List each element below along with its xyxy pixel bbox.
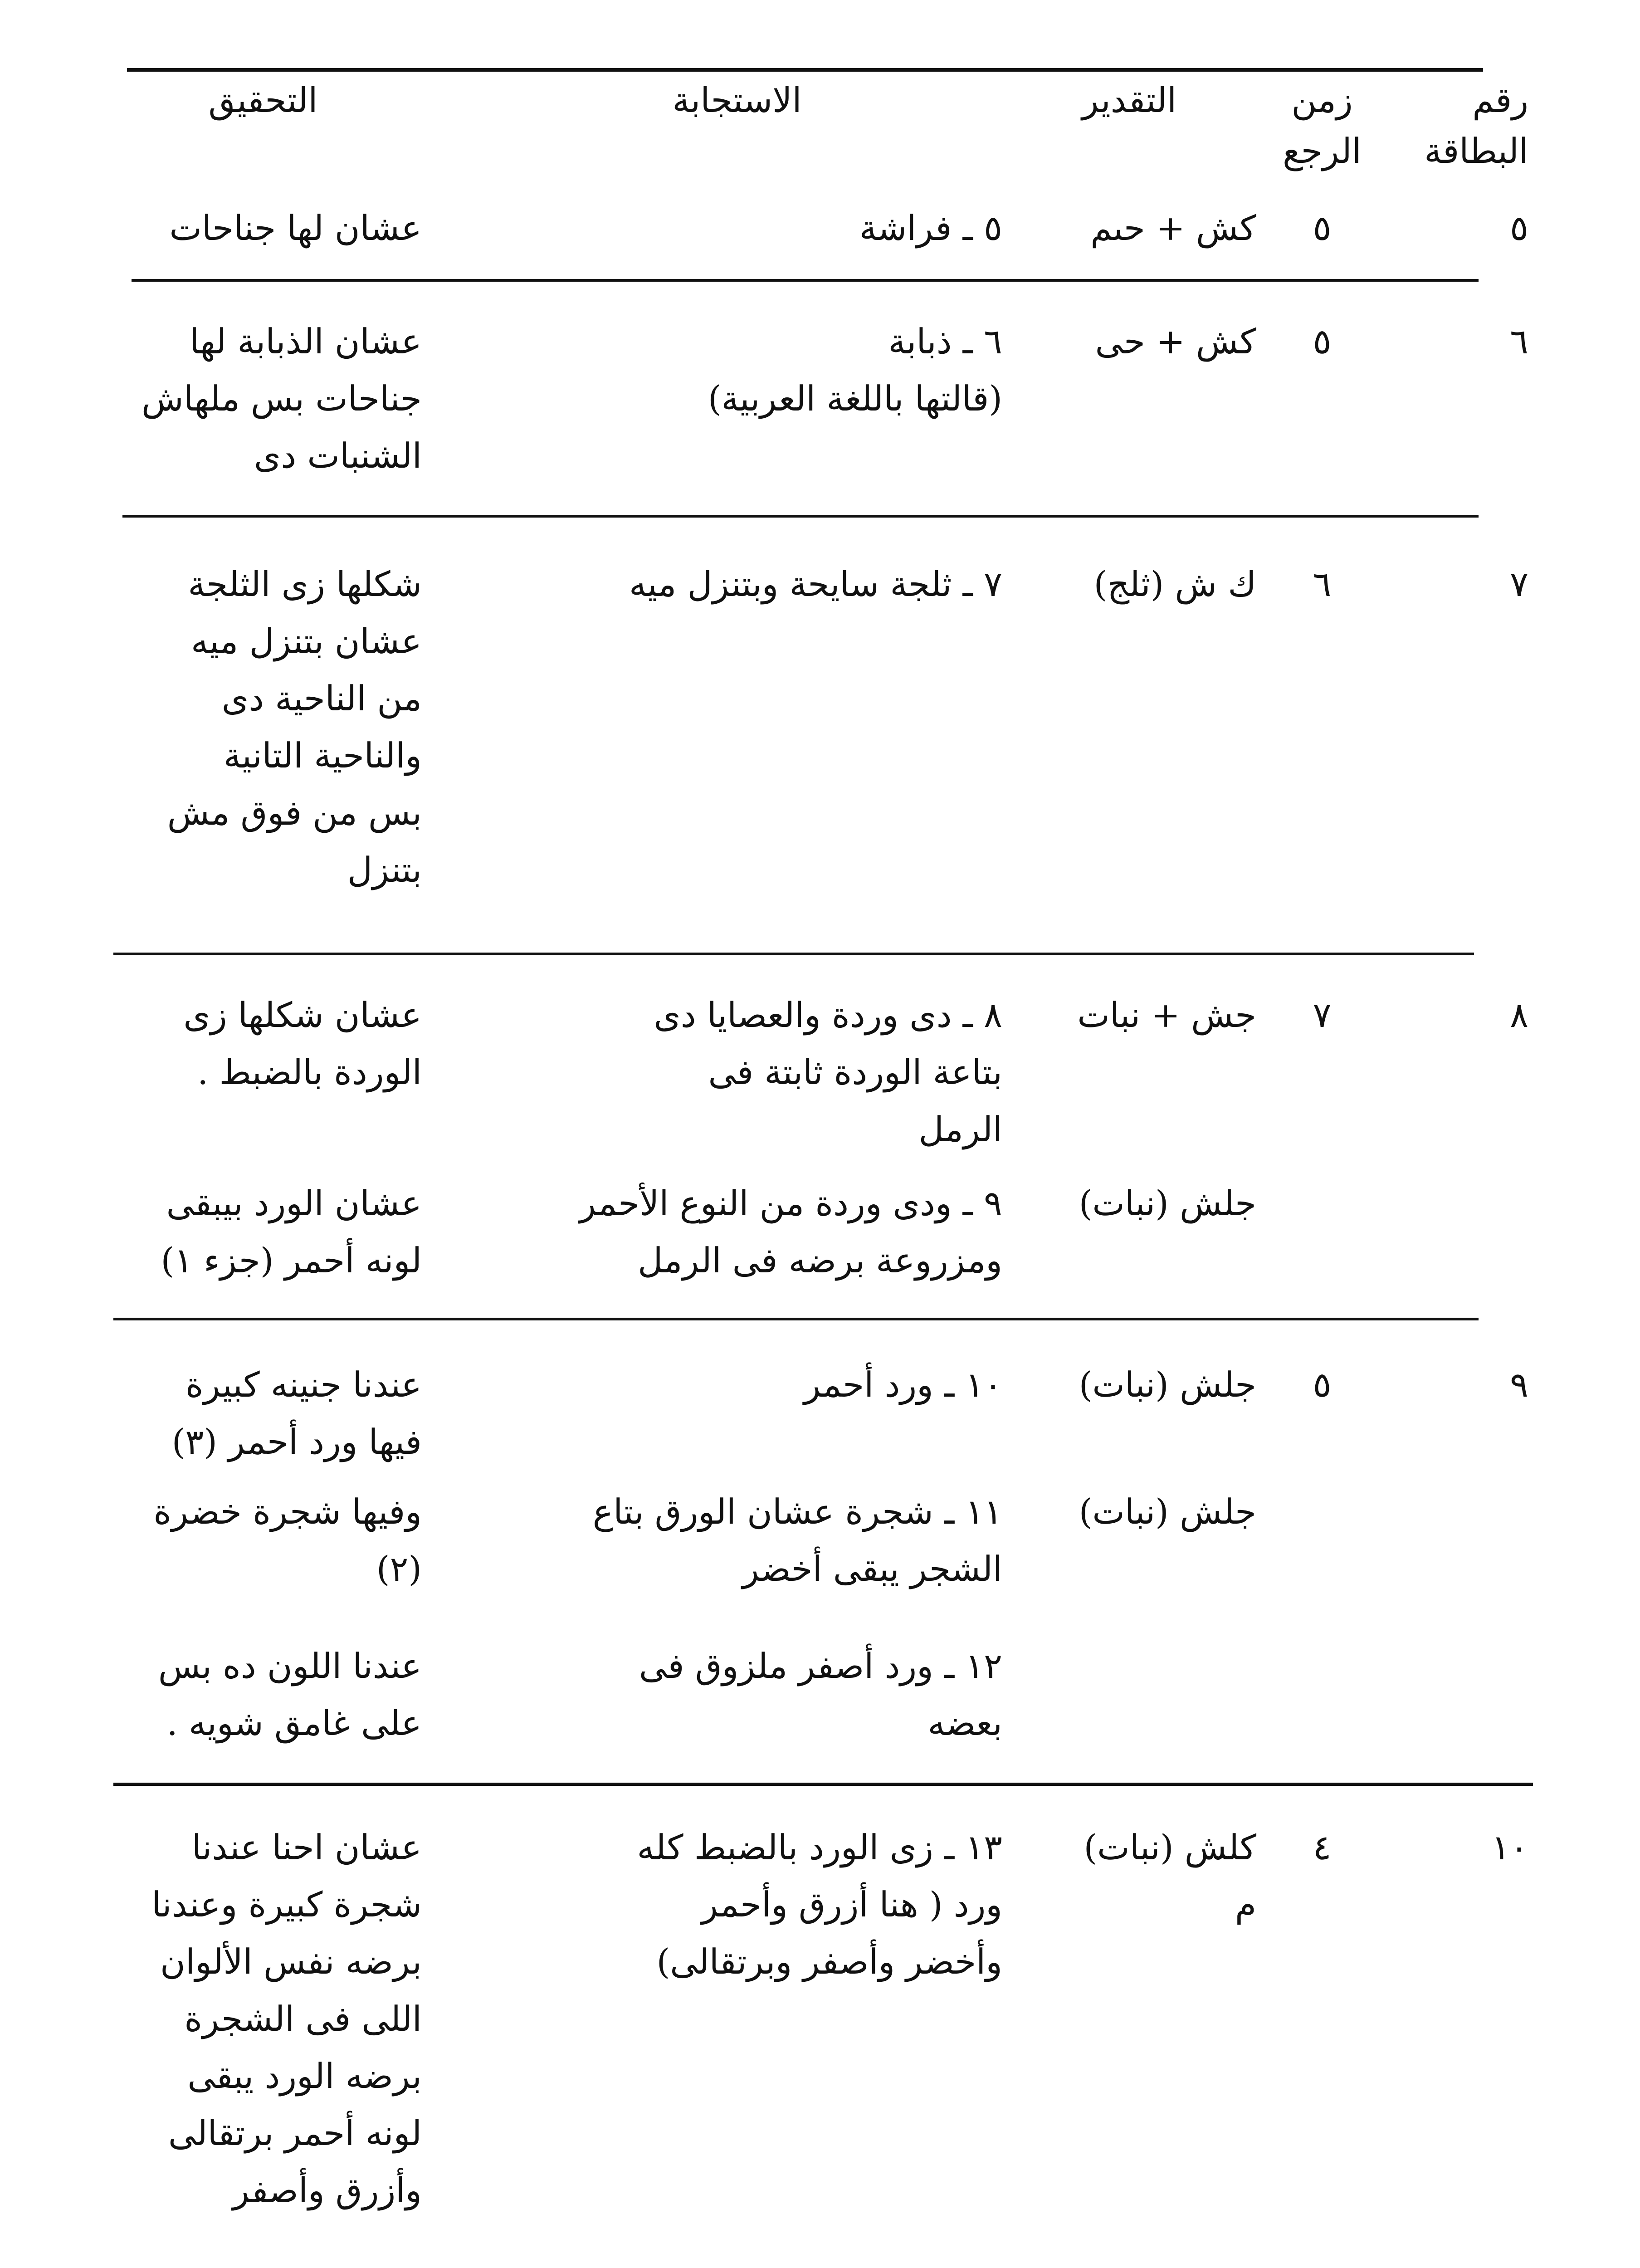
row-inquiry: عشان شكلها زى الوردة بالضبط . xyxy=(183,995,422,1092)
header-time: زمن الرجع xyxy=(1283,80,1362,171)
row-response: ١٢ ـ ورد أصفر ملزوق فى بعضه xyxy=(639,1646,1002,1743)
row-divider xyxy=(113,953,1474,955)
row-score: كش + حىم xyxy=(1090,208,1256,248)
row-card: ٥ xyxy=(1510,208,1528,248)
row-time: ٥ xyxy=(1313,321,1332,362)
row-divider xyxy=(113,1783,1533,1786)
row-inquiry: شكلها زى الثلجة عشان بتنزل ميه من الناحية دى والناحية التانية بس من فوق مش بتنزل xyxy=(167,564,422,890)
row-response: ١٣ ـ زى الورد بالضبط كله ورد ( هنا أزرق وأحمر وأخضر وأصفر وبرتقالى) xyxy=(637,1827,1002,1982)
row-time: ٥ xyxy=(1313,1364,1332,1405)
row-card: ٦ xyxy=(1510,321,1528,362)
row-score: جش + نبات xyxy=(1077,995,1256,1035)
row-inquiry: عندنا جنينه كبيرة فيها ورد أحمر (٣) xyxy=(171,1364,422,1462)
row-response: ١٠ ـ ورد أحمر xyxy=(804,1364,1002,1405)
row-score: جلش (نبات) xyxy=(1079,1364,1256,1405)
row-response: ٥ ـ فراشة xyxy=(859,208,1002,248)
row-time: ٥ xyxy=(1313,208,1332,248)
row-time: ٤ xyxy=(1313,1827,1332,1867)
row-time: ٧ xyxy=(1313,995,1332,1035)
row-card: ٩ xyxy=(1510,1364,1528,1405)
row-response: ٨ ـ دى وردة والعصايا دى بتاعة الوردة ثابتة فى الرمل xyxy=(654,995,1002,1149)
row-inquiry: عشان الورد بيبقى لونه أحمر (جزء ١) xyxy=(161,1183,422,1281)
row-score: جلش (نبات) xyxy=(1079,1491,1256,1532)
header-card: رقم البطاقة xyxy=(1424,80,1528,171)
row-inquiry: عندنا اللون ده بس على غامق شويه . xyxy=(158,1646,422,1743)
row-card: ١٠ xyxy=(1491,1827,1528,1867)
row-divider xyxy=(122,515,1479,518)
row-divider xyxy=(132,279,1479,282)
row-response: ٩ ـ ودى وردة من النوع الأحمر ومزروعة برضه فى الرمل xyxy=(579,1183,1002,1281)
row-inquiry: عشان احنا عندنا شجرة كبيرة وعندنا برضه نفس الألوان اللى فى الشجرة برضه الورد يبقى لونه أحمر برتقالى وأزرق وأصفر xyxy=(151,1827,422,2210)
header-response: الاستجابة xyxy=(672,80,802,120)
top-rule xyxy=(127,68,1483,72)
row-score: ك ش (ثلج) xyxy=(1093,564,1256,604)
row-score: كش + حى xyxy=(1095,321,1256,362)
row-inquiry: عشان الذبابة لها جناحات بس ملهاش الشنبات دى xyxy=(142,321,422,476)
row-time: ٦ xyxy=(1313,564,1332,604)
header-score: التقدير xyxy=(1082,80,1177,120)
row-card: ٨ xyxy=(1510,995,1528,1035)
row-card: ٧ xyxy=(1510,564,1528,604)
row-inquiry: وفيها شجرة خضرة (٢) xyxy=(153,1491,422,1589)
row-inquiry: عشان لها جناحات xyxy=(169,208,422,248)
header-inquiry: التحقيق xyxy=(208,80,318,120)
row-response: ٧ ـ ثلجة سايحة وبتنزل ميه xyxy=(629,564,1002,604)
row-divider xyxy=(113,1318,1479,1320)
row-score: كلش (نبات) م xyxy=(1084,1827,1256,1925)
row-response: ٦ ـ ذبابة (قالتها باللغة العربية) xyxy=(708,321,1002,419)
row-response: ١١ ـ شجرة عشان الورق بتاع الشجر يبقى أخضر xyxy=(592,1491,1002,1589)
row-score: جلش (نبات) xyxy=(1079,1183,1256,1223)
